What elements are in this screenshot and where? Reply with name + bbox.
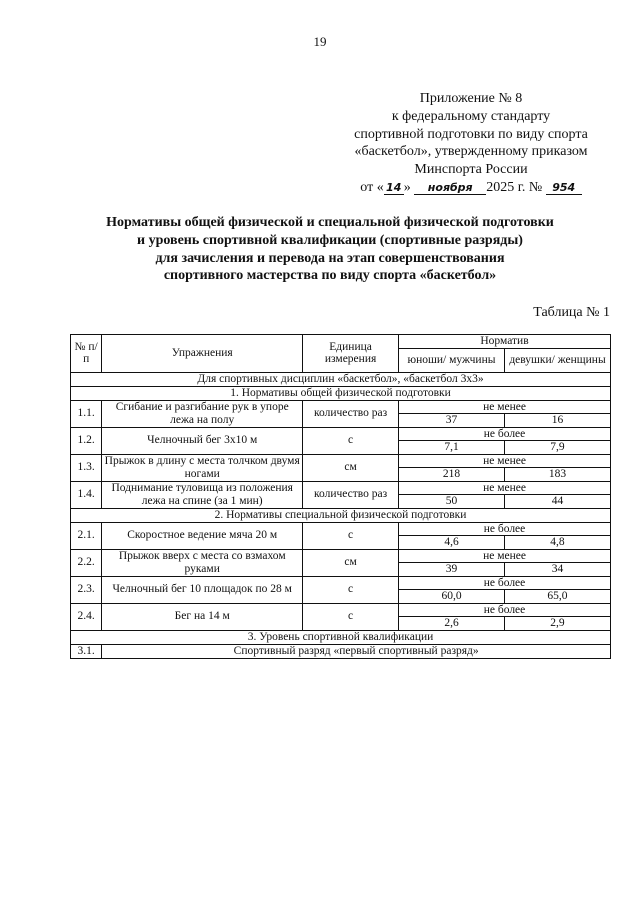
handwritten-order-number: 954: [546, 181, 582, 195]
row-exercise: Челночный бег 10 площадок по 28 м: [102, 576, 303, 603]
header-female: девушки/ женщины: [504, 348, 610, 372]
handwritten-month: ноября: [414, 181, 486, 195]
header-exercise: Упражнения: [102, 335, 303, 373]
table-row: [71, 400, 611, 414]
section-title: 1. Нормативы общей физической подготовки: [71, 386, 611, 400]
appendix-line: спортивной подготовки по виду спорта: [354, 126, 588, 142]
row-number: 1.1.: [71, 400, 102, 427]
title-line: Нормативы общей физической и специальной физической подготовки: [106, 215, 554, 230]
row-qualifier: не более: [399, 427, 611, 441]
row-unit: см: [303, 454, 399, 481]
row-unit: с: [303, 522, 399, 549]
row-female-value: 7,9: [504, 441, 610, 455]
date-quote-close: »: [403, 179, 411, 195]
row-male-value: 7,1: [399, 441, 505, 455]
header-male: юноши/ мужчины: [399, 348, 505, 372]
row-qualifier: не более: [399, 603, 611, 617]
norms-table: [70, 334, 611, 659]
row-qualifier: не более: [399, 576, 611, 590]
section-title: 2. Нормативы специальной физической подготовки: [71, 508, 611, 522]
row-exercise: Челночный бег 3x10 м: [102, 427, 303, 454]
row-male-value: 2,6: [399, 617, 505, 631]
page-number: 19: [313, 34, 327, 49]
section-title: 3. Уровень спортивной квалификации: [71, 630, 611, 644]
row-number: 3.1.: [71, 644, 102, 658]
header-norm: Норматив: [399, 335, 611, 349]
row-exercise: Бег на 14 м: [102, 603, 303, 630]
row-qualifier: не менее: [399, 481, 611, 495]
row-number: 1.4.: [71, 481, 102, 508]
row-male-value: 39: [399, 563, 505, 577]
row-number: 1.3.: [71, 454, 102, 481]
row-qualifier: не менее: [399, 400, 611, 414]
table-row: [71, 481, 611, 495]
row-male-value: 60,0: [399, 590, 505, 604]
row-male-value: 4,6: [399, 536, 505, 550]
row-unit: с: [303, 576, 399, 603]
row-number: 2.2.: [71, 549, 102, 576]
handwritten-day: 14: [384, 181, 404, 195]
row-exercise: Скоростное ведение мяча 20 м: [102, 522, 303, 549]
row-number: 2.1.: [71, 522, 102, 549]
row-female-value: 4,8: [504, 536, 610, 550]
row-female-value: 34: [504, 563, 610, 577]
row-qualifier: не менее: [399, 454, 611, 468]
row-number: 2.3.: [71, 576, 102, 603]
appendix-line: «баскетбол», утвержденному приказом: [354, 144, 588, 160]
row-male-value: 50: [399, 495, 505, 509]
row-female-value: 183: [504, 468, 610, 482]
row-exercise: Спортивный разряд «первый спортивный разряд»: [102, 644, 611, 658]
row-unit: см: [303, 549, 399, 576]
appendix-line: Приложение № 8: [419, 91, 523, 106]
appendix-line: Минспорта России: [414, 162, 528, 178]
row-male-value: 218: [399, 468, 505, 482]
row-unit: количество раз: [303, 481, 399, 508]
table-row: [71, 644, 611, 658]
appendix-block: [330, 90, 612, 197]
table-row: [71, 549, 611, 563]
row-unit: с: [303, 603, 399, 630]
row-qualifier: не более: [399, 522, 611, 536]
row-exercise: Сгибание и разгибание рук в упоре лежа на полу: [102, 400, 303, 427]
table-row: [71, 603, 611, 617]
header-num: № п/п: [71, 335, 102, 373]
row-qualifier: не менее: [399, 549, 611, 563]
row-unit: количество раз: [303, 400, 399, 427]
row-male-value: 37: [399, 414, 505, 428]
header-unit: Единица измерения: [303, 335, 399, 373]
title-line: для зачисления и перевода на этап совершенствования: [155, 250, 505, 266]
disciplines-row: Для спортивных дисциплин «баскетбол», «баскетбол 3x3»: [71, 372, 611, 386]
table-row: [71, 427, 611, 441]
appendix-date-line: [330, 179, 612, 197]
document-title: [60, 214, 600, 285]
row-exercise: Прыжок вверх с места со взмахом руками: [102, 549, 303, 576]
row-unit: с: [303, 427, 399, 454]
date-year: 2025 г. №: [486, 179, 543, 195]
row-female-value: 65,0: [504, 590, 610, 604]
row-exercise: Поднимание туловища из положения лежа на спине (за 1 мин): [102, 481, 303, 508]
date-prefix: от «: [360, 179, 384, 195]
row-number: 2.4.: [71, 603, 102, 630]
table-number: Таблица № 1: [533, 305, 610, 320]
title-line: спортивного мастерства по виду спорта «баскетбол»: [163, 268, 497, 284]
row-female-value: 16: [504, 414, 610, 428]
title-line: и уровень спортивной квалификации (спортивные разряды): [137, 232, 523, 248]
row-number: 1.2.: [71, 427, 102, 454]
table-row: [71, 576, 611, 590]
row-female-value: 44: [504, 495, 610, 509]
table-row: [71, 522, 611, 536]
row-exercise: Прыжок в длину с места толчком двумя ногами: [102, 454, 303, 481]
appendix-line: к федеральному стандарту: [391, 108, 551, 124]
table-row: [71, 454, 611, 468]
row-female-value: 2,9: [504, 617, 610, 631]
